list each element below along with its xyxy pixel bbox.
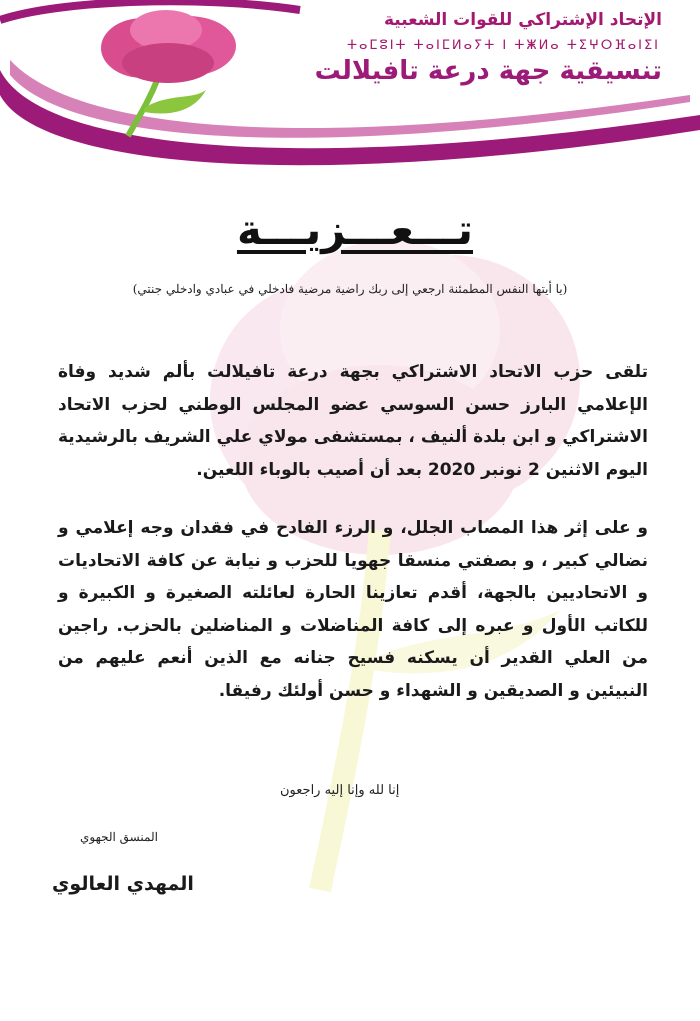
party-name-tifinagh: ⵜⴰⵎⵓⵏⵜ ⵜⴰⵏⵎⵍⴰⵢⵜ ⵏ ⵜⵥⵍⴰ ⵜⵉⵖⵔⴼⴰⵏⵉⵏ [347,38,660,53]
announcement-paragraph: تلقى حزب الاتحاد الاشتراكي بجهة درعة تافيلالت بألم شديد وفاة الإعلامي البارز حسن السوسي عضو المجلس الوطني لحزب الاتحاد الاشتراكي و ابن بلدة ألنيف ، بمستشفى مولاي علي الشريف بالرشيدية اليوم الاثنين 2 نونبر 2020 بعد أن أصيب بالوباء اللعين. [58,362,648,480]
condolence-paragraph: و على إثر هذا المصاب الجلل، و الرزء الفادح في فقدان وجه إعلامي و نضالي كبير ، و بصفتي منسقا جهويا للحزب و نيابة عن كافة الاتحاديات و الاتحاديين بالجهة، أقدم تعازينا الحارة لعائلته الصغيرة و الكبيرة و للكاتب الأول و عبره إلى كافة المناضلات و المناضلين بالحزب. راجين من العلي القدير أن يسكنه فسيح جنانه مع الذين أنعم عليهم من النبيئين و الصديقين و الشهداء و حسن أولئك رفيقا. [58,518,648,701]
rose-logo [88,8,258,138]
condolence-title: تـــعـــزيـــة [236,205,474,254]
regional-coordination-title: تنسيقية جهة درعة تافيلالت [314,56,662,86]
signatory-name: المهدي العالوي [52,873,194,895]
signatory-role: المنسق الجهوي [80,830,158,844]
closing-phrase: إنا لله وإنا إليه راجعون [280,783,400,798]
party-name-arabic: الإتحاد الإشتراكي للقوات الشعبية [383,10,662,30]
quran-verse: (يا أيتها النفس المطمئنة ارجعي إلى ربك راضية مرضية فادخلي في عبادي وادخلي جنتي) [132,282,568,296]
